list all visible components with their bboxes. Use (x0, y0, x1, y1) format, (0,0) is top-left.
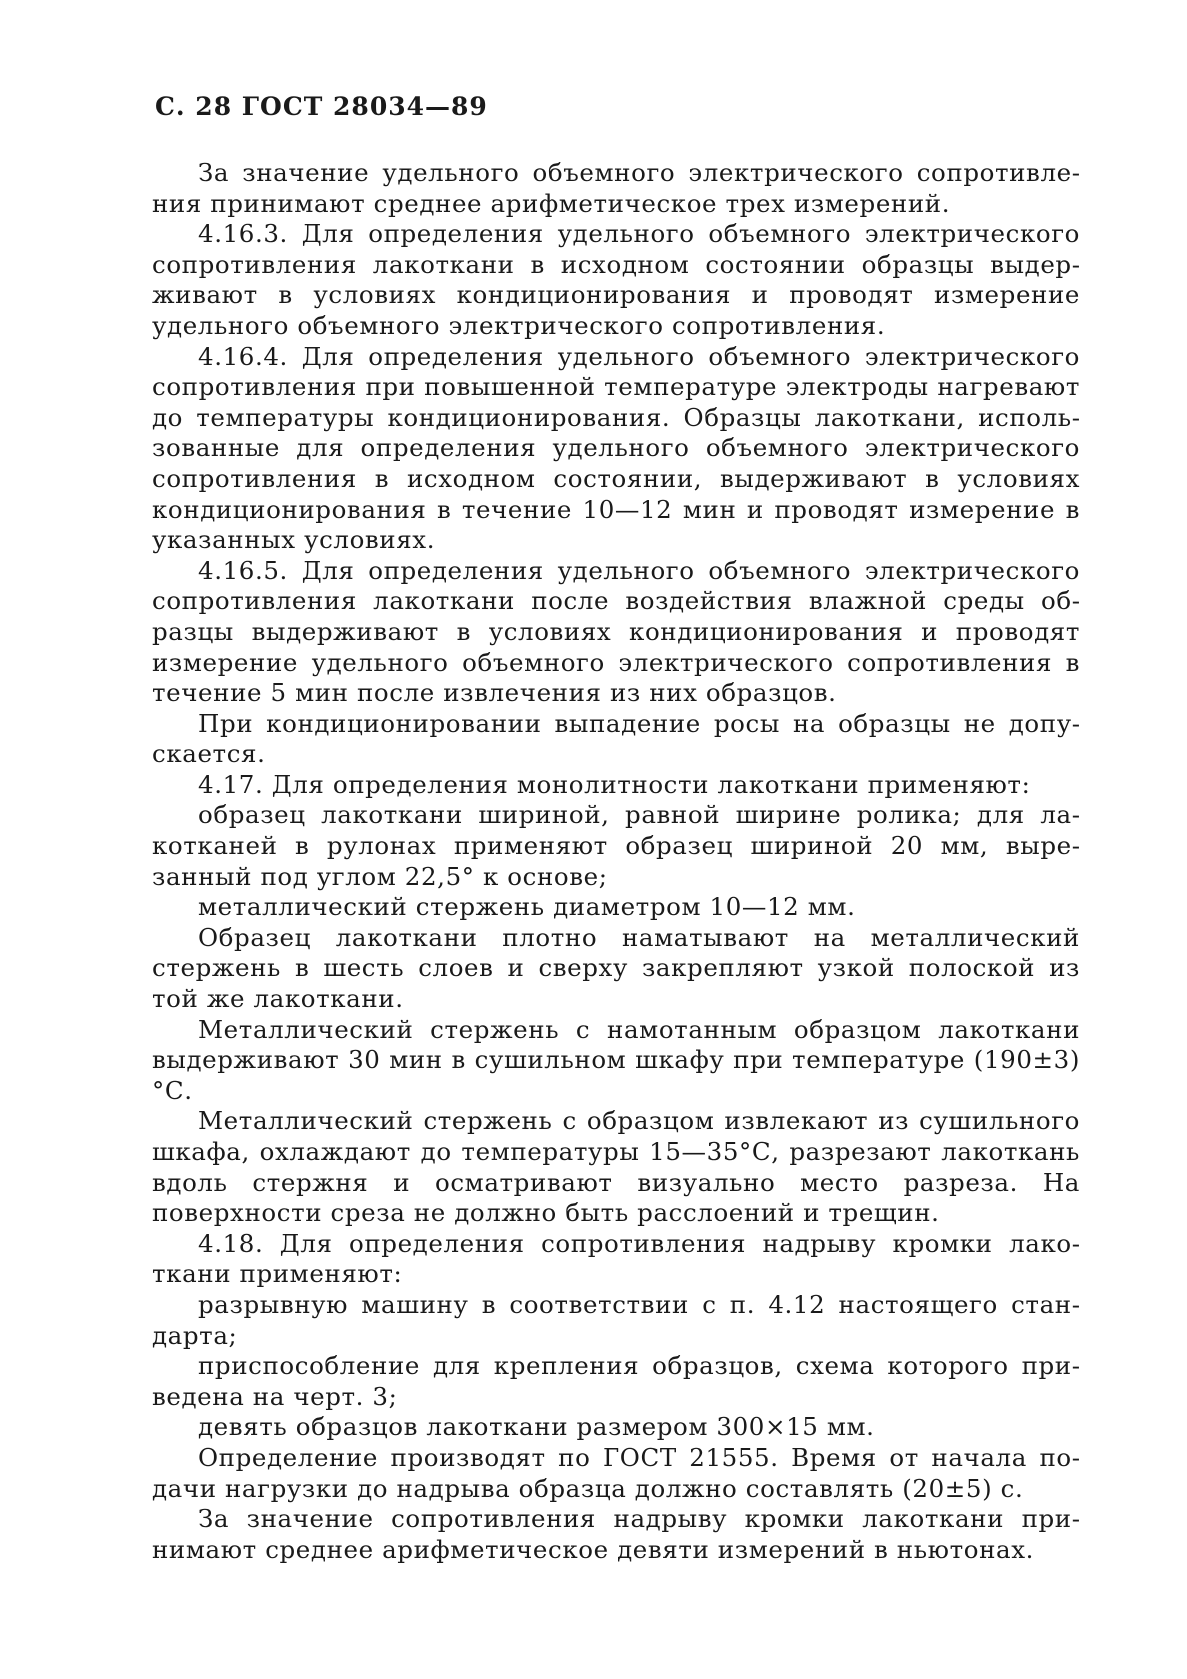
paragraph: Металлический стержень с образцом извлекают из сушильного шкафа, охлаждают до температуры 15—35°С, разрезают лакоткань вдоль стержня и осматривают визуально место разреза. На поверхности среза не должно быть расслоений и трещин. (152, 1106, 1080, 1228)
paragraph: За значение сопротивления надрыву кромки лакоткани принимают среднее арифметическое девяти измерений в ньютонах. (152, 1504, 1080, 1564)
paragraph: 4.16.3. Для определения удельного объемного электрического сопротивления лакоткани в исходном состоянии образцы выдерживают в условиях кондиционирования и проводят измерение удельного объемного электрического сопротивления. (152, 219, 1080, 340)
paragraph: 4.16.4. Для определения удельного объемного электрического сопротивления при повышенной температуре электроды нагревают до температуры кондиционирования. Образцы лакоткани, использованные для определения удельного объемного электрического сопротивления в исходном состоянии, выдерживают в условиях кондиционирования в течение 10—12 мин и проводят измерение в указанных условиях. (152, 341, 1080, 555)
body-text (152, 158, 1080, 1565)
paragraph: При кондиционировании выпадение росы на образцы не допускается. (152, 708, 1080, 769)
paragraph: приспособление для крепления образцов, схема которого приведена на черт. 3; (152, 1351, 1080, 1411)
paragraph: 4.18. Для определения сопротивления надрыву кромки лакоткани применяют: (152, 1228, 1080, 1289)
paragraph: 4.16.5. Для определения удельного объемного электрического сопротивления лакоткани после воздействия влажной среды образцы выдерживают в условиях кондиционирования и проводят измерение удельного объемного электрического сопротивления в течение 5 мин после извлечения из них образцов. (152, 555, 1080, 708)
paragraph: разрывную машину в соответствии с п. 4.12 настоящего стандарта; (152, 1289, 1080, 1350)
paragraph: 4.17. Для определения монолитности лакоткани применяют: (198, 769, 1031, 799)
paragraph: Металлический стержень с намотанным образцом лакоткани выдерживают 30 мин в сушильном шкафу при температуре (190±3)°С. (152, 1014, 1080, 1105)
paragraph: За значение удельного объемного электрического сопротивления принимают среднее арифметическое трех измерений. (152, 158, 1080, 218)
paragraph: Определение производят по ГОСТ 21555. Время от начала подачи нагрузки до надрыва образца должно составлять (20±5) с. (152, 1442, 1080, 1503)
paragraph: металлический стержень диаметром 10—12 мм. (198, 892, 856, 922)
paragraph: девять образцов лакоткани размером 300×15 мм. (198, 1412, 875, 1442)
paragraph: Образец лакоткани плотно наматывают на металлический стержень в шесть слоев и сверху закрепляют узкой полоской из той же лакоткани. (152, 922, 1080, 1014)
paragraph: образец лакоткани шириной, равной ширине ролика; для лакотканей в рулонах применяют образец шириной 20 мм, вырезанный под углом 22,5° к основе; (152, 800, 1080, 891)
page-header: С. 28 ГОСТ 28034—89 (155, 92, 488, 121)
